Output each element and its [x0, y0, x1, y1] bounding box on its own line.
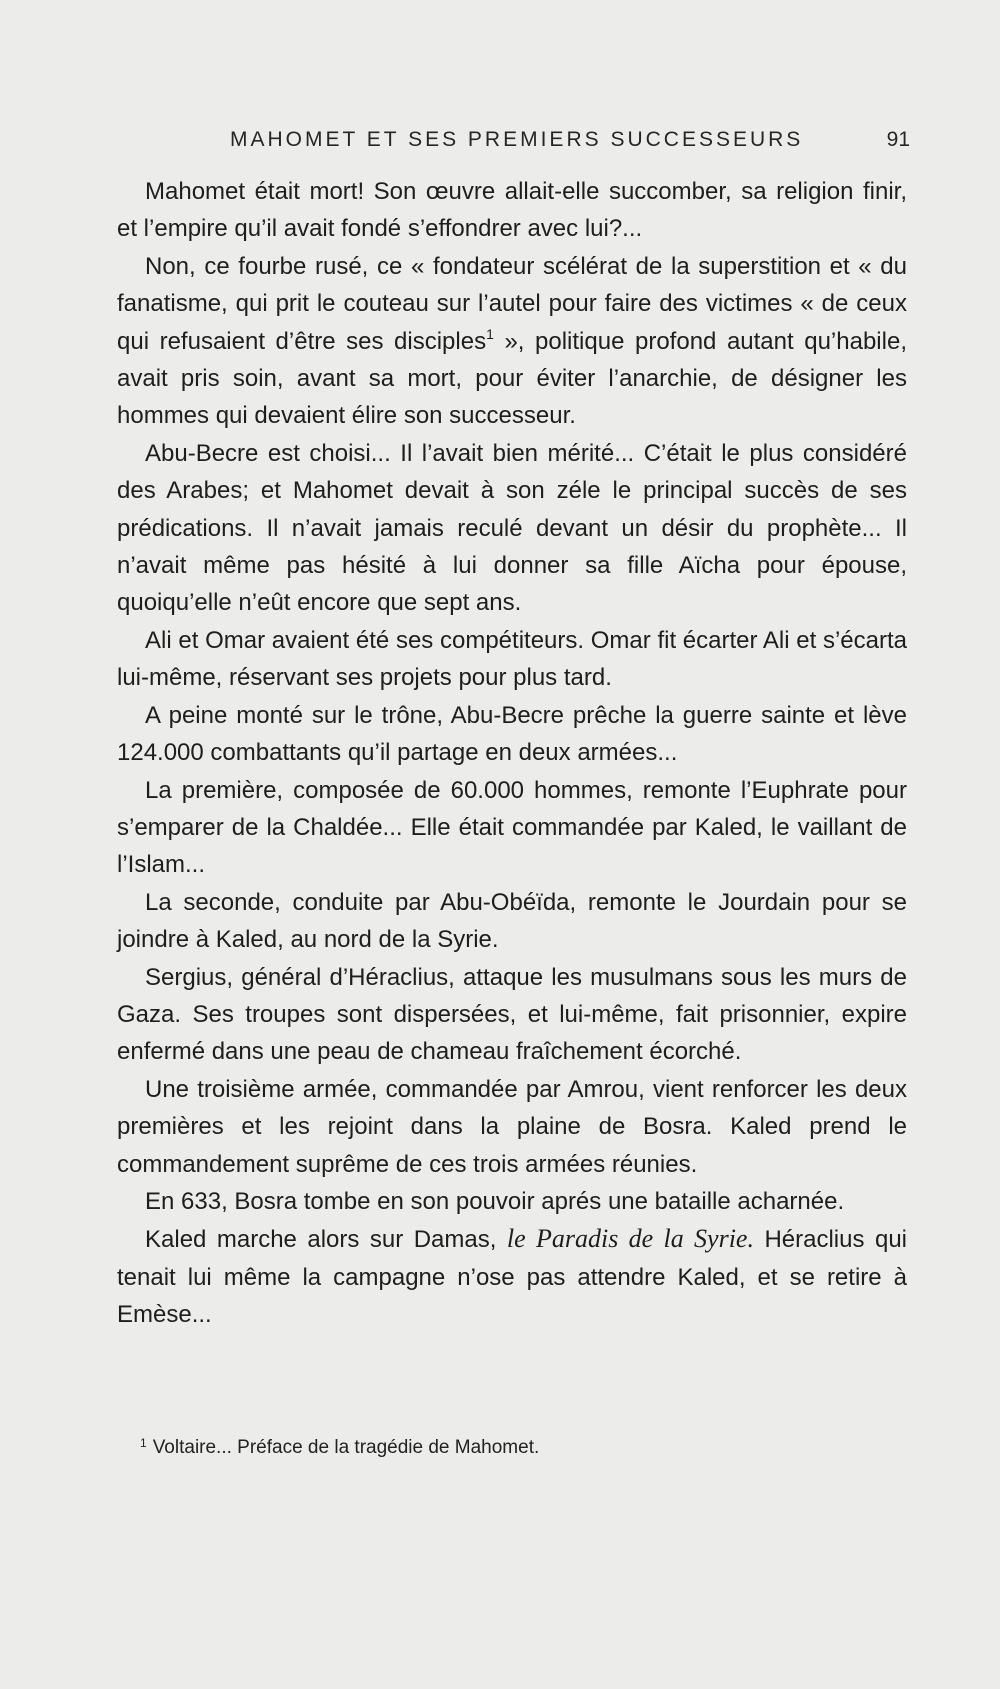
body-text [117, 173, 907, 1334]
footnote-marker: 1 [140, 1436, 147, 1450]
paragraph-6: La première, composée de 60.000 hommes, remonte l’Euphrate pour s’emparer de la Chaldée... Elle était commandée par Kaled, le vaillant de l’Islam... [117, 776, 907, 879]
paragraph-8: Sergius, général d’Héraclius, attaque les musulmans sous les murs de Gaza. Ses troupes sont dispersées, et lui-même, fait prisonnier, expire enfermé dans une peau de chameau fraîchement écorché. [117, 963, 907, 1066]
paragraph-11-italic: le Paradis de la Syrie. [506, 1224, 754, 1254]
footnote-reference: 1 [486, 325, 494, 342]
running-head [230, 128, 910, 158]
paragraph-11-text-a: Kaled marche alors sur Damas, [145, 1226, 507, 1254]
paragraph-2-text-a: Non, ce fourbe rusé, ce « fondateur scélérat de la superstition et « du fanatisme, qui prit le couteau sur l’autel pour faire des victimes « de ceux qui refusaient d’être ses disciples [117, 252, 907, 355]
paragraph-2-text-b: », politique profond autant qu’habile, avait pris soin, avant sa mort, pour éviter l’anarchie, de désigner les hommes qui devaient élire son successeur. [117, 327, 907, 430]
paragraph-7: La seconde, conduite par Abu-Obéïda, remonte le Jourdain pour se joindre à Kaled, au nord de la Syrie. [117, 888, 907, 954]
paragraph-2 [117, 248, 907, 435]
page-number: 91 [886, 128, 910, 151]
paragraph-5: A peine monté sur le trône, Abu-Becre prêche la guerre sainte et lève 124.000 combattants qu’il partage en deux armées... [117, 701, 907, 767]
running-title: MAHOMET ET SES PREMIERS SUCCESSEURS [230, 128, 804, 151]
footnote [140, 1435, 840, 1461]
paragraph-10: En 633, Bosra tombe en son pouvoir aprés une bataille acharnée. [145, 1187, 845, 1215]
paragraph-11 [117, 1220, 907, 1333]
paragraph-4: Ali et Omar avaient été ses compétiteurs. Omar fit écarter Ali et s’écarta lui-même, réservant ses projets pour plus tard. [117, 626, 907, 692]
footnote-text: Voltaire... Préface de la tragédie de Mahomet. [152, 1437, 540, 1458]
paragraph-1: Mahomet était mort! Son œuvre allait-elle succomber, sa religion finir, et l’empire qu’il avait fondé s’effondrer avec lui?... [117, 178, 907, 243]
paragraph-11-text-b: Héraclius qui tenait lui même la campagne n’ose pas attendre Kaled, et se retire à Emèse... [117, 1226, 907, 1329]
paragraph-3: Abu-Becre est choisi... Il l’avait bien mérité... C’était le plus considéré des Arabes; et Mahomet devait à son zéle le principal succès de ses prédications. Il n’avait jamais reculé devant un désir du prophète... Il n’avait même pas hésité à lui donner sa fille Aïcha pour épouse, quoiqu’elle n’eût encore que sept ans. [117, 439, 907, 617]
paragraph-9: Une troisième armée, commandée par Amrou, vient renforcer les deux premières et les rejoint dans la plaine de Bosra. Kaled prend le commandement suprême de ces trois armées réunies. [117, 1075, 907, 1178]
